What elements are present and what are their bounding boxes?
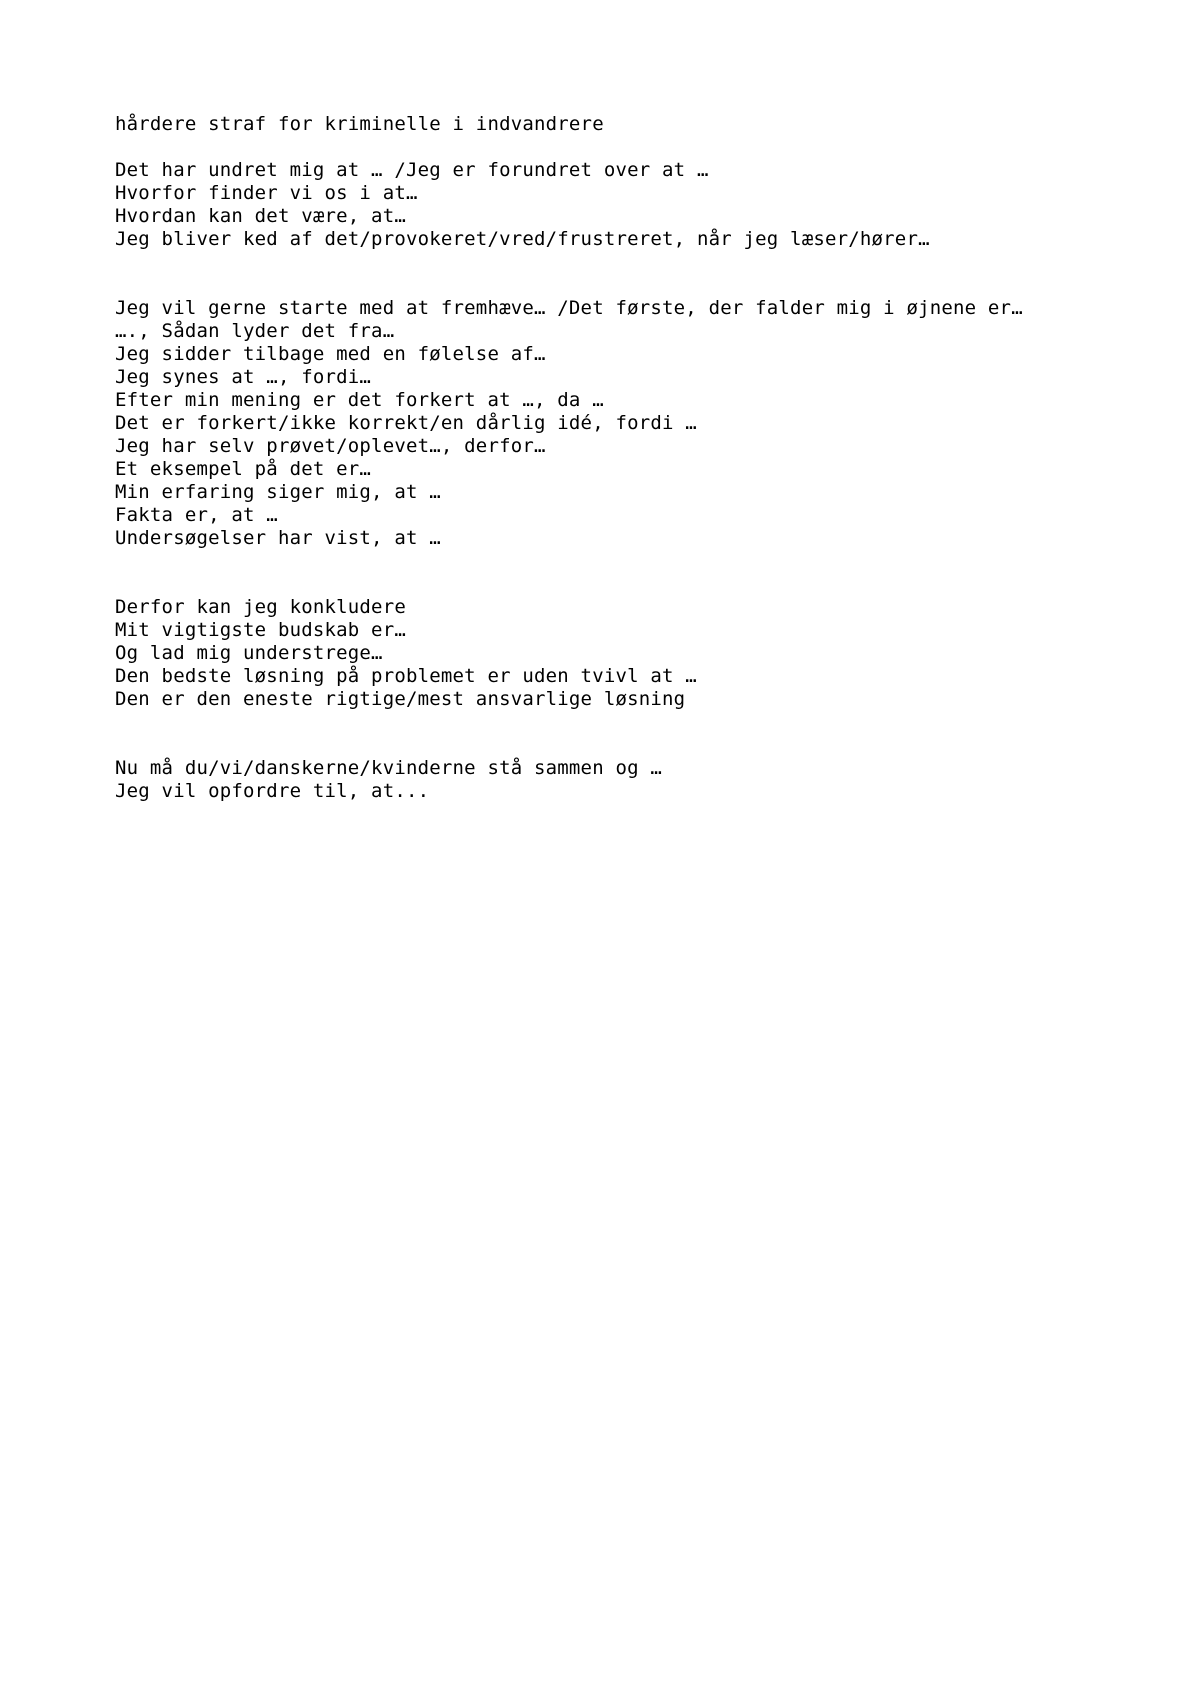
call-to-action-section xyxy=(115,757,1115,803)
phrase-line: Undersøgelser har vist, at … xyxy=(115,527,441,549)
phrase-line: Jeg har selv prøvet/oplevet…, derfor… xyxy=(115,435,546,457)
phrase-line: Det er forkert/ikke korrekt/en dårlig idé, fordi … xyxy=(115,412,697,434)
phrase-line: Jeg vil opfordre til, at... xyxy=(115,780,430,802)
argument-phrases-section xyxy=(115,297,1115,550)
phrase-line: Og lad mig understrege… xyxy=(115,642,383,664)
section-gap xyxy=(115,711,1115,757)
conclusion-phrases-section xyxy=(115,596,1115,711)
phrase-line: Hvorfor finder vi os i at… xyxy=(115,182,418,204)
phrase-line: Derfor kan jeg konkludere xyxy=(115,596,406,618)
phrase-line: Jeg sidder tilbage med en følelse af… xyxy=(115,343,546,365)
intro-phrases-section xyxy=(115,159,1115,251)
phrase-line: Det har undret mig at … /Jeg er forundret over at … xyxy=(115,159,709,181)
phrase-line: Fakta er, at … xyxy=(115,504,278,526)
phrase-line: Den bedste løsning på problemet er uden tvivl at … xyxy=(115,665,697,687)
section-gap xyxy=(115,550,1115,596)
phrase-line: Et eksempel på det er… xyxy=(115,458,372,480)
phrase-line: …., Sådan lyder det fra… xyxy=(115,320,395,342)
phrase-line: Jeg vil gerne starte med at fremhæve… /Det første, der falder mig i øjnene er… xyxy=(115,297,1023,319)
phrase-line: Jeg synes at …, fordi… xyxy=(115,366,372,388)
phrase-line: Efter min mening er det forkert at …, da … xyxy=(115,389,604,411)
phrase-line: Den er den eneste rigtige/mest ansvarlige løsning xyxy=(115,688,686,710)
phrase-line: Min erfaring siger mig, at … xyxy=(115,481,441,503)
phrase-line: Mit vigtigste budskab er… xyxy=(115,619,406,641)
document-body xyxy=(115,113,1115,803)
section-gap xyxy=(115,251,1115,297)
document-title: hårdere straf for kriminelle i indvandrere xyxy=(115,113,604,135)
phrase-line: Hvordan kan det være, at… xyxy=(115,205,406,227)
phrase-line: Jeg bliver ked af det/provokeret/vred/frustreret, når jeg læser/hører… xyxy=(115,228,930,250)
phrase-line: Nu må du/vi/danskerne/kvinderne stå sammen og … xyxy=(115,757,663,779)
